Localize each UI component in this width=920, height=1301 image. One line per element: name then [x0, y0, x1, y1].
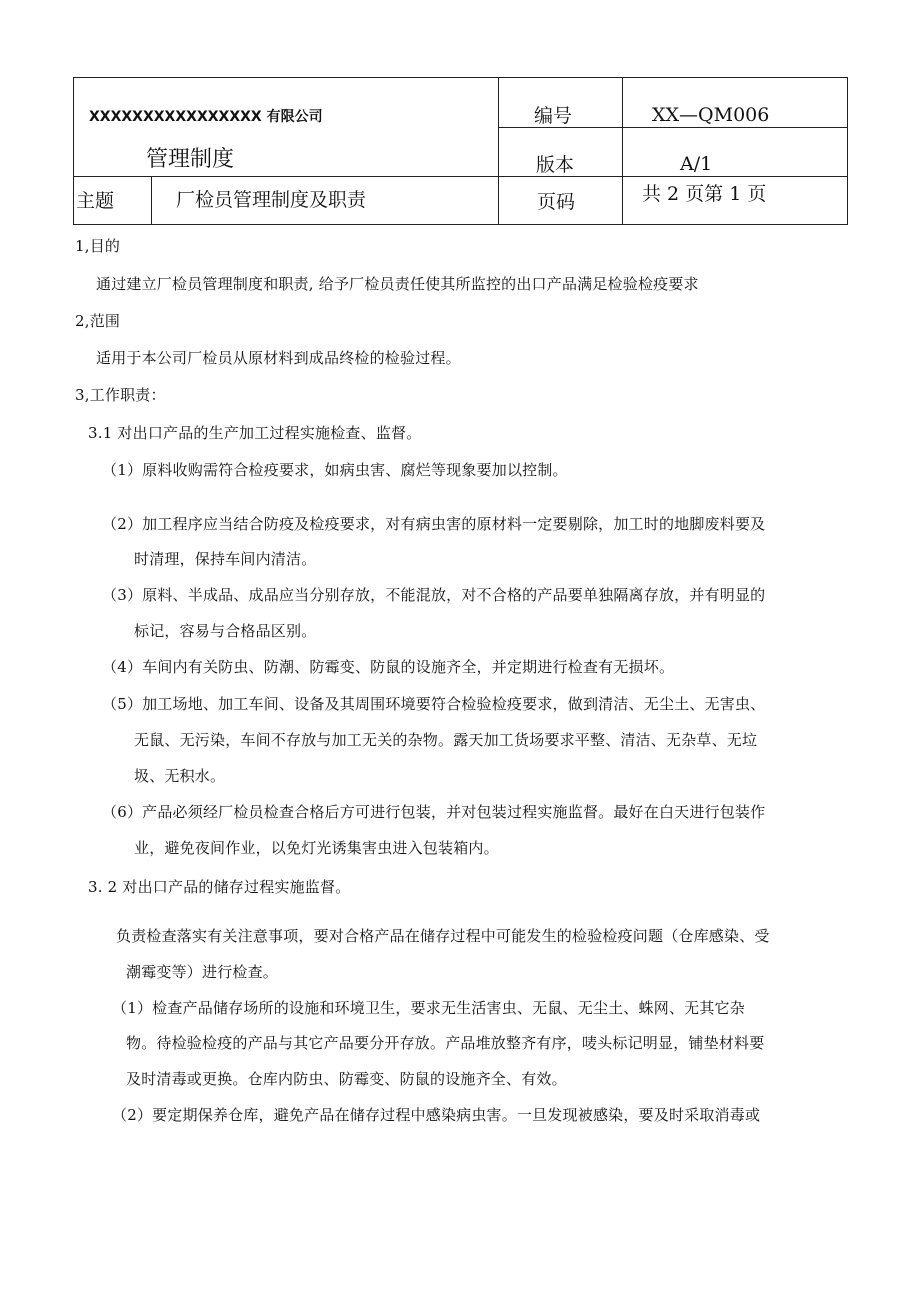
list-item-continuation: 业，避免夜间作业，以免灯光诱集害虫进入包装箱内。	[134, 839, 499, 857]
list-item: （5）加工场地、加工车间、设备及其周围环境要符合检验检疫要求，做到清洁、无尘土、无害虫、	[102, 695, 766, 713]
paragraph-line: 潮霉变等）进行检查。	[126, 963, 279, 981]
paragraph-line: 通过建立厂检员管理制度和职责, 给予厂检员责任使其所监控的出口产品满足检验检疫要求	[96, 275, 699, 293]
list-item: （3）原料、半成品、成品应当分别存放，不能混放，对不合格的产品要单独隔离存放，并有明显的	[102, 586, 766, 604]
section-heading: 3,工作职责：	[75, 386, 166, 404]
page-value: 共 2 页第 1 页	[642, 183, 767, 205]
list-item-continuation: 标记，容易与合格品区别。	[134, 622, 317, 640]
subject-label: 主题	[76, 190, 115, 212]
list-item: （2）要定期保养仓库，避免产品在储存过程中感染病虫害。一旦发现被感染，要及时采取消毒或	[112, 1106, 761, 1124]
list-item-continuation: 时清理，保持车间内清洁。	[134, 550, 317, 568]
document-type: 管理制度	[146, 147, 235, 172]
list-item-continuation: 物。待检验检疫的产品与其它产品要分开存放。产品堆放整齐有序，唛头标记明显，铺垫材料要	[126, 1034, 765, 1052]
paragraph-line: 负责检查落实有关注意事项，要对合格产品在储存过程中可能发生的检验检疫问题（仓库感染、受	[116, 927, 770, 945]
number-value: XX—QM006	[652, 104, 770, 126]
page-label: 页码	[537, 191, 576, 213]
number-label: 编号	[534, 105, 573, 127]
version-value: A/1	[680, 153, 713, 175]
subject-value: 厂检员管理制度及职责	[176, 189, 367, 211]
version-label: 版本	[536, 154, 575, 176]
section-heading: 1,目的	[75, 237, 121, 255]
list-item: （2）加工程序应当结合防疫及检疫要求，对有病虫害的原材料一定要剔除，加工时的地脚废料要及	[102, 515, 766, 533]
subsection-heading: 3. 2 对出口产品的储存过程实施监督。	[88, 878, 351, 896]
company-name: XXXXXXXXXXXXXXXX 有限公司	[89, 109, 323, 125]
section-heading: 2,范围	[75, 312, 121, 330]
list-item-continuation: 圾、无积水。	[134, 767, 226, 785]
list-item: （1）检查产品储存场所的设施和环境卫生，要求无生活害虫、无鼠、无尘土、蛛网、无其它杂	[112, 999, 745, 1017]
list-item-continuation: 及时清毒或更换。仓库内防虫、防霉变、防鼠的设施齐全、有效。	[126, 1070, 567, 1088]
list-item-continuation: 无鼠、无污染，车间不存放与加工无关的杂物。露天加工货场要求平整、清洁、无杂草、无垃	[134, 731, 758, 749]
list-item: （6）产品必须经厂检员检查合格后方可进行包装，并对包装过程实施监督。最好在白天进行包装作	[102, 803, 766, 821]
list-item: （4）车间内有关防虫、防潮、防霉变、防鼠的设施齐全，并定期进行检查有无损坏。	[102, 658, 675, 676]
paragraph-line: 适用于本公司厂检员从原材料到成品终检的检验过程。	[96, 349, 461, 367]
list-item: （1）原料收购需符合检疫要求，如病虫害、腐烂等现象要加以控制。	[102, 461, 568, 479]
subsection-heading: 3.1 对出口产品的生产加工过程实施检查、监督。	[88, 424, 422, 442]
